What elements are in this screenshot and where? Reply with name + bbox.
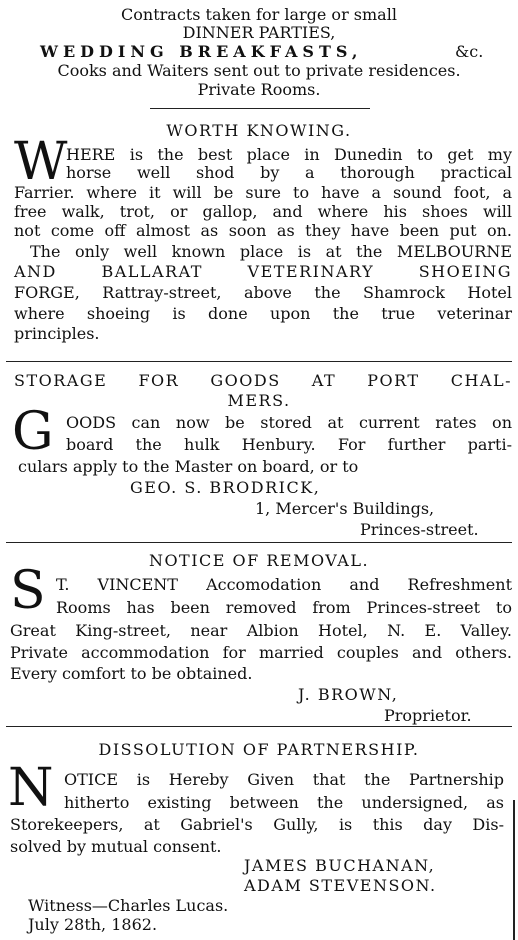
- ad5-line: Storekeepers, at Gabriel's Gully, is this day Dis-: [10, 815, 504, 834]
- ad3-line: culars apply to the Master on board, or to: [18, 457, 359, 476]
- ad3-line: OODS can now be stored at current rates on: [66, 413, 512, 432]
- ad4-divider: [6, 726, 512, 727]
- ad1-line1: Contracts taken for large or small: [121, 5, 397, 24]
- ad3-name: GEO. S. BRODRICK,: [130, 478, 321, 497]
- ad4-line: Great King-street, near Albion Hotel, N. E. Valley.: [10, 621, 512, 640]
- ad5-drop-cap: N: [8, 758, 54, 818]
- ad2-line: Farrier. where it will be sure to have a sound foot, a: [14, 183, 512, 202]
- ad2-heading: WORTH KNOWING.: [166, 121, 352, 140]
- ad3-heading-line2: MERS.: [227, 391, 291, 410]
- ad2-line: not come off almost as soon as they have been put on.: [14, 221, 512, 240]
- ad2-divider: [6, 361, 512, 362]
- ad4-line: Rooms has been removed from Princes-street to: [56, 598, 512, 617]
- ad2-line: where shoeing is done upon the true veterinar: [14, 304, 512, 323]
- ad3-address1: 1, Mercer's Buildings,: [255, 499, 435, 518]
- ad5-line: OTICE is Hereby Given that the Partnership: [64, 770, 504, 789]
- ad1-private-rooms: Private Rooms.: [197, 80, 321, 99]
- ad2-line: principles.: [14, 324, 100, 343]
- ad2-line: The only well known place is at the MELBOURNE: [30, 242, 512, 261]
- ad2-line: HERE is the best place in Dunedin to get my: [66, 145, 512, 164]
- ad2-line: FORGE, Rattray-street, above the Shamrock Hotel: [14, 283, 512, 302]
- ad5-line: hitherto existing between the undersigned, as: [64, 793, 504, 812]
- ad3-line: board the hulk Henbury. For further parti-: [66, 435, 512, 454]
- ad3-drop-cap: G: [12, 402, 54, 462]
- ad5-line: solved by mutual consent.: [10, 837, 222, 856]
- ad4-line: T. VINCENT Accomodation and Refreshment: [56, 575, 512, 594]
- ad5-signature2: ADAM STEVENSON.: [244, 876, 437, 895]
- ad3-address2: Princes-street.: [360, 520, 479, 539]
- ad5-witness: Witness—Charles Lucas.: [28, 896, 229, 915]
- ad5-signature1: JAMES BUCHANAN,: [244, 856, 436, 875]
- ad5-date: July 28th, 1862.: [28, 915, 158, 934]
- column-edge-line: [513, 800, 515, 940]
- ad2-drop-cap: W: [14, 132, 68, 192]
- ad2-line: free walk, trot, or gallop, and where his shoes will: [14, 202, 512, 221]
- ad4-line: Every comfort to be obtained.: [10, 664, 253, 683]
- ad4-title: Proprietor.: [384, 706, 472, 725]
- ad4-drop-cap: S: [10, 561, 46, 621]
- ad3-divider: [6, 542, 512, 543]
- ad1-etc: &c.: [455, 42, 484, 61]
- ad4-heading: NOTICE OF REMOVAL.: [148, 551, 370, 570]
- ad5-heading: DISSOLUTION OF PARTNERSHIP.: [98, 740, 420, 759]
- ad2-line: horse well shod by a thorough practical: [66, 163, 512, 182]
- ad1-cooks-waiters: Cooks and Waiters sent out to private residences.: [57, 61, 461, 80]
- ad1-dinner-parties: DINNER PARTIES,: [182, 23, 336, 42]
- ad3-heading-line1: STORAGE FOR GOODS AT PORT CHAL-: [14, 371, 512, 390]
- ad4-line: Private accommodation for married couples and others.: [10, 643, 512, 662]
- ad2-line: AND BALLARAT VETERINARY SHOEING: [14, 262, 512, 281]
- ad1-divider: [150, 108, 370, 109]
- ad1-wedding-breakfasts-text: WEDDING BREAKFASTS,: [40, 42, 363, 61]
- ad1-wedding-breakfasts: [40, 43, 440, 61]
- ad4-name: J. BROWN,: [298, 685, 399, 704]
